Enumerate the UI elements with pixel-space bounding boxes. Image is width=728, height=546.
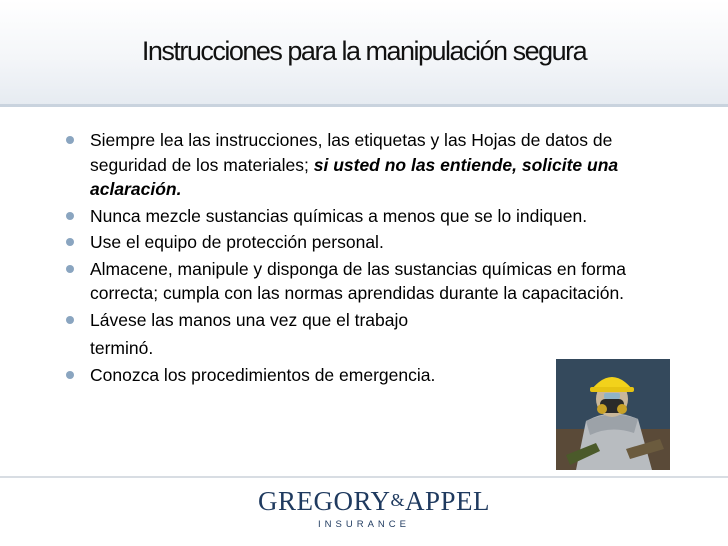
- bullet-text: Conozca los procedimientos de emergencia.: [90, 364, 436, 385]
- bullet-dot-icon: [66, 212, 74, 220]
- bullet-item: [66, 128, 650, 202]
- bullet-text: Lávese las manos una vez que el trabajo: [90, 309, 409, 330]
- bullet-text: Nunca mezcle sustancias químicas a menos que se lo indiquen.: [90, 205, 588, 226]
- bullet-list: [66, 128, 666, 389]
- bullet-continuation: [66, 336, 666, 361]
- bullet-text: terminó.: [90, 338, 154, 358]
- bullet-item: [66, 230, 666, 255]
- logo-subtitle: INSURANCE: [318, 519, 410, 530]
- worker-illustration: [556, 359, 670, 470]
- bullet-item: [66, 204, 610, 229]
- bullet-dot-icon: [66, 265, 74, 273]
- slide-title: Instrucciones para la manipulación segura: [141, 36, 587, 66]
- logo-wordmark: GREGORY&APPEL: [258, 486, 491, 516]
- bullet-dot-icon: [66, 136, 74, 144]
- bullet-text: Almacene, manipule y disponga de las sustancias químicas en forma correcta; cumpla con las normas aprendidas durante la capacitación.: [90, 258, 626, 303]
- bullet-dot-icon: [66, 371, 74, 379]
- footer-divider: [0, 476, 728, 478]
- bullet-item: [66, 257, 680, 306]
- bullet-text: Siempre lea las instrucciones, las etiquetas y las Hojas de datos de seguridad de los materiales;: [90, 130, 613, 175]
- bullet-text: Use el equipo de protección personal.: [90, 232, 384, 252]
- bullet-item: [66, 308, 666, 333]
- bullet-dot-icon: [66, 238, 74, 246]
- company-logo: [258, 484, 491, 540]
- bullet-emphasis: si usted no las entiende, solicite una aclaración.: [90, 154, 619, 199]
- bullet-dot-icon: [66, 316, 74, 324]
- title-divider: [0, 104, 728, 107]
- worker-protective-gear-photo: [556, 359, 670, 470]
